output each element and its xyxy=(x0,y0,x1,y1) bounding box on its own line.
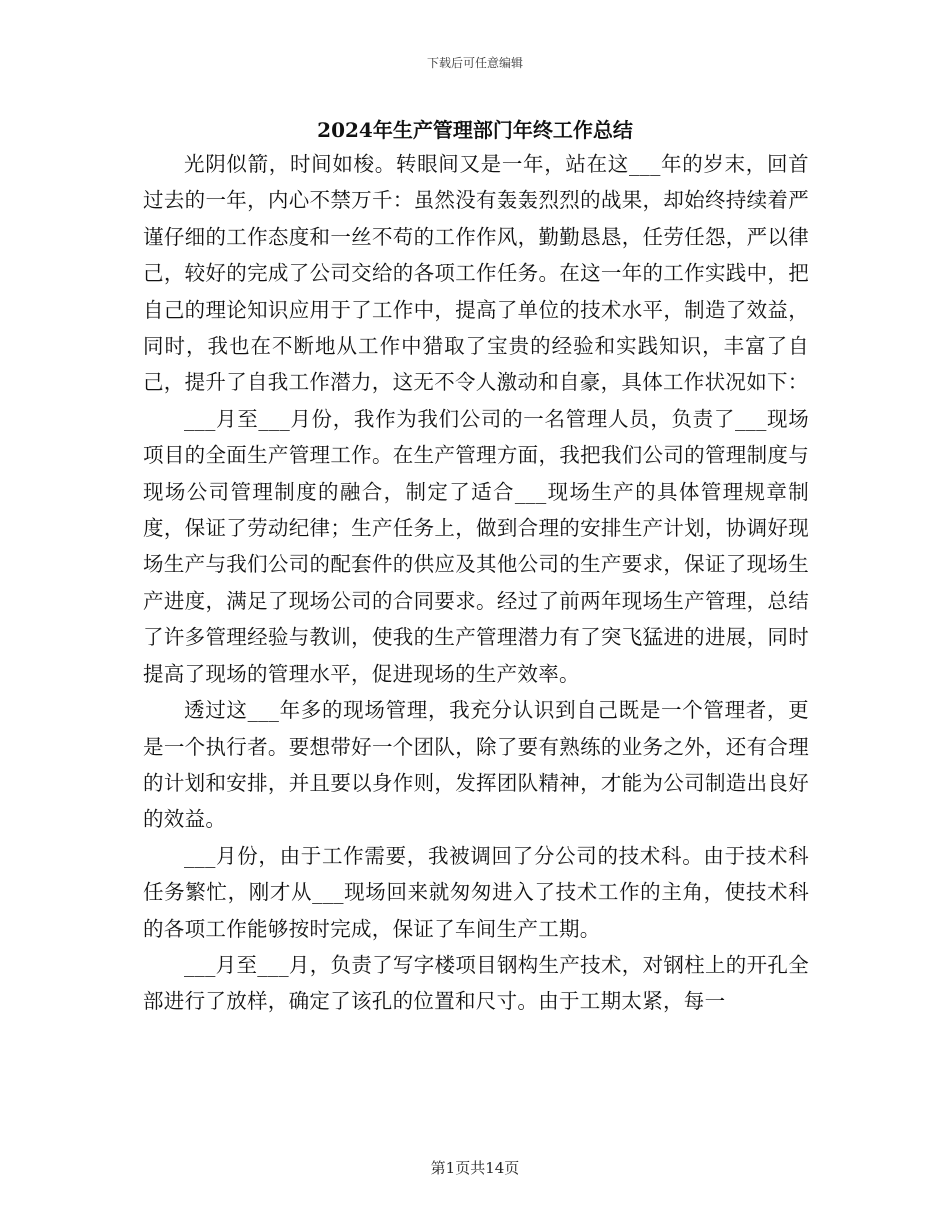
page-number: 第1页共14页 xyxy=(430,1159,520,1177)
paragraph-1: 光阴似箭，时间如梭。转眼间又是一年，站在这___年的岁末，回首过去的一年，内心不禁万千：虽然没有轰轰烈烈的战果，却始终持续着严谨仔细的工作态度和一丝不苟的工作作风，勤勤恳恳，任劳任怨，严以律己，较好的完成了公司交给的各项工作任务。在这一年的工作实践中，把自己的理论知识应用于了工作中，提高了单位的技术水平，制造了效益，同时，我也在不断地从工作中猎取了宝贵的经验和实践知识，丰富了自己，提升了自我工作潜力，这无不令人激动和自豪，具体工作状况如下： xyxy=(143,152,809,395)
paragraph-2: ___月至___月份，我作为我们公司的一名管理人员，负责了___现场项目的全面生产管理工作。在生产管理方面，我把我们公司的管理制度与现场公司管理制度的融合，制定了适合___现场生产的具体管理规章制度，保证了劳动纪律；生产任务上，做到合理的安排生产计划，协调好现场生产与我们公司的配套件的供应及其他公司的生产要求，保证了现场生产进度，满足了现场公司的合同要求。经过了前两年现场生产管理，总结了许多管理经验与教训，使我的生产管理潜力有了突飞猛进的进展，同时提高了现场的管理水平，促进现场的生产效率。 xyxy=(143,406,809,686)
paragraph-4: ___月份，由于工作需要，我被调回了分公司的技术科。由于技术科任务繁忙，刚才从___现场回来就匆匆进入了技术工作的主角，使技术科的各项工作能够按时完成，保证了车间生产工期。 xyxy=(143,843,809,941)
paragraph-3: 透过这___年多的现场管理，我充分认识到自己既是一个管理者，更是一个执行者。要想带好一个团队，除了要有熟练的业务之外，还有合理的计划和安排，并且要以身作则，发挥团队精神，才能为公司制造出良好的效益。 xyxy=(143,698,809,832)
document-title: 2024年生产管理部门年终工作总结 xyxy=(317,118,633,142)
header-note: 下载后可任意编辑 xyxy=(426,56,523,70)
paragraph-5: ___月至___月，负责了写字楼项目钢构生产技术，对钢柱上的开孔全部进行了放样，确定了该孔的位置和尺寸。由于工期太紧，每一 xyxy=(143,952,809,1014)
document-body xyxy=(143,146,809,1020)
